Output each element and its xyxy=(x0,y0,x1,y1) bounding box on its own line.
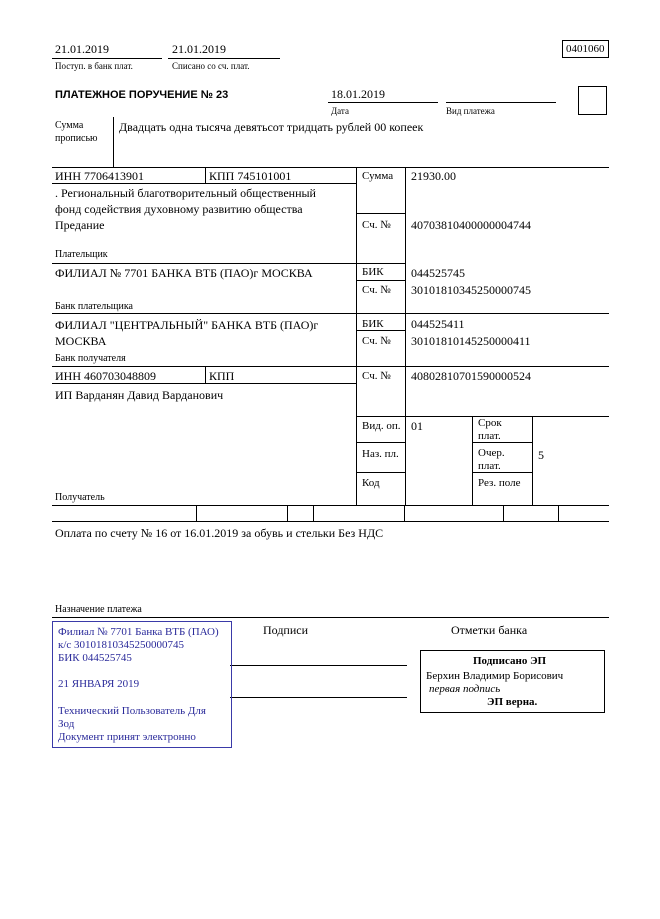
debited-date-line xyxy=(168,58,280,59)
recipient-label: Получатель xyxy=(55,492,105,503)
ep-stamp-signer: Берхин Владимир Борисович xyxy=(426,670,564,682)
grid-line-top xyxy=(52,167,609,168)
recipient-account: 40802810701590000524 xyxy=(411,369,531,383)
code-label: Код xyxy=(362,477,380,489)
ep-stamp-title: Подписано ЭП xyxy=(473,655,547,667)
form-code-box xyxy=(562,40,609,58)
payment-type-box xyxy=(578,86,607,115)
recipient-bank-name: ФИЛИАЛ "ЦЕНТРАЛЬНЫЙ" БАНКА ВТБ (ПАО)г МОСКВА xyxy=(55,318,319,348)
reserve-label: Рез. поле xyxy=(478,477,521,489)
payer-bank-account-label: Сч. № xyxy=(362,284,391,296)
op-type-value: 01 xyxy=(411,419,423,433)
debited-date: 21.01.2019 xyxy=(172,42,226,56)
recipient-account-label: Сч. № xyxy=(362,370,391,382)
amount-words-label-2: прописью xyxy=(55,133,98,144)
amount-words-text: Двадцать одна тысяча девятьсот тридцать рублей 00 копеек xyxy=(119,120,424,134)
grid-line-tax-row xyxy=(52,521,609,522)
order-date-line xyxy=(328,102,438,103)
received-date-label: Поступ. в банк плат. xyxy=(55,61,133,71)
recipient-bank-bik: 044525411 xyxy=(411,317,465,331)
recipient-bank-account: 30101810145250000411 xyxy=(411,334,531,348)
order-date-label: Дата xyxy=(331,106,349,116)
payer-sum-label: Сумма xyxy=(362,170,394,182)
recipient-bank-account-label: Сч. № xyxy=(362,335,391,347)
term-label: Срок плат. xyxy=(478,417,502,442)
priority-value: 5 xyxy=(538,448,544,462)
payer-bank-label: Банк плательщика xyxy=(55,301,133,312)
recipient-bank-bik-label: БИК xyxy=(362,318,384,330)
bank-stamp-line-5: Технический Пользователь Для xyxy=(58,705,206,717)
payer-name: . Региональный благотворительный общественный фонд содействия духовному развитию общества Предание xyxy=(55,186,316,232)
signature-line-1 xyxy=(230,665,407,666)
payer-kpp: КПП 745101001 xyxy=(209,169,292,183)
received-date: 21.01.2019 xyxy=(55,42,109,56)
order-title: ПЛАТЕЖНОЕ ПОРУЧЕНИЕ № 23 xyxy=(55,89,229,101)
ep-stamp-signature-type: первая подпись xyxy=(429,683,501,695)
bank-stamp-line-1: Филиал № 7701 Банка ВТБ (ПАО) xyxy=(58,626,219,638)
form-code: 0401060 xyxy=(566,43,605,55)
payment-type-label: Вид платежа xyxy=(446,106,495,116)
payer-label: Плательщик xyxy=(55,249,108,260)
recipient-bank-label: Банк получателя xyxy=(55,353,126,364)
amount-words-label-1: Сумма xyxy=(55,120,84,131)
payer-inn: ИНН 7706413901 xyxy=(55,169,144,183)
amount-words-divider xyxy=(113,117,114,167)
recipient-inn: ИНН 460703048809 xyxy=(55,369,156,383)
received-date-line xyxy=(52,58,162,59)
payer-bank-bik: 044525745 xyxy=(411,266,465,280)
bank-stamp-line-6: Зод xyxy=(58,718,75,730)
purpose-line xyxy=(52,617,609,618)
grid-col-values-left xyxy=(405,167,406,505)
bank-stamp-line-7: Документ принят электронно xyxy=(58,731,196,743)
payer-account: 40703810400000004744 xyxy=(411,218,531,232)
bank-stamp-line-2: к/с 30101810345250000745 xyxy=(58,639,185,651)
ep-stamp xyxy=(420,650,605,713)
order-date: 18.01.2019 xyxy=(331,87,385,101)
recipient-name: ИП Варданян Давид Варданович xyxy=(55,388,224,402)
purpose-label: Назначение платежа xyxy=(55,604,142,615)
bank-stamp-line-3: БИК 044525745 xyxy=(58,652,132,664)
bank-stamp xyxy=(52,621,232,748)
purpose-text: Оплата по счету № 16 от 16.01.2019 за обувь и стельки Без НДС xyxy=(55,526,384,540)
grid-line-recipient-bottom xyxy=(52,505,609,506)
payer-sum-value: 21930.00 xyxy=(411,169,456,183)
payer-account-label: Сч. № xyxy=(362,219,391,231)
signature-line-2 xyxy=(230,697,407,698)
payer-bank-bik-label: БИК xyxy=(362,266,384,278)
payment-type-line xyxy=(446,102,556,103)
debited-date-label: Списано со сч. плат. xyxy=(172,61,250,71)
bank-stamp-line-4: 21 ЯНВАРЯ 2019 xyxy=(58,678,140,690)
grid-line-inn xyxy=(52,183,357,184)
priority-label: Очер. плат. xyxy=(478,447,505,472)
signatures-label: Подписи xyxy=(263,623,309,637)
purpose-code-label: Наз. пл. xyxy=(362,448,399,460)
payer-bank-name: ФИЛИАЛ № 7701 БАНКА ВТБ (ПАО)г МОСКВА xyxy=(55,266,313,280)
grid-col-labels-left xyxy=(356,167,357,505)
bank-marks-label: Отметки банка xyxy=(451,623,528,637)
op-type-label: Вид. оп. xyxy=(362,420,401,432)
recipient-kpp: КПП xyxy=(209,369,235,383)
payer-bank-account: 30101810345250000745 xyxy=(411,283,531,297)
ep-stamp-verified: ЭП верна. xyxy=(487,696,538,708)
